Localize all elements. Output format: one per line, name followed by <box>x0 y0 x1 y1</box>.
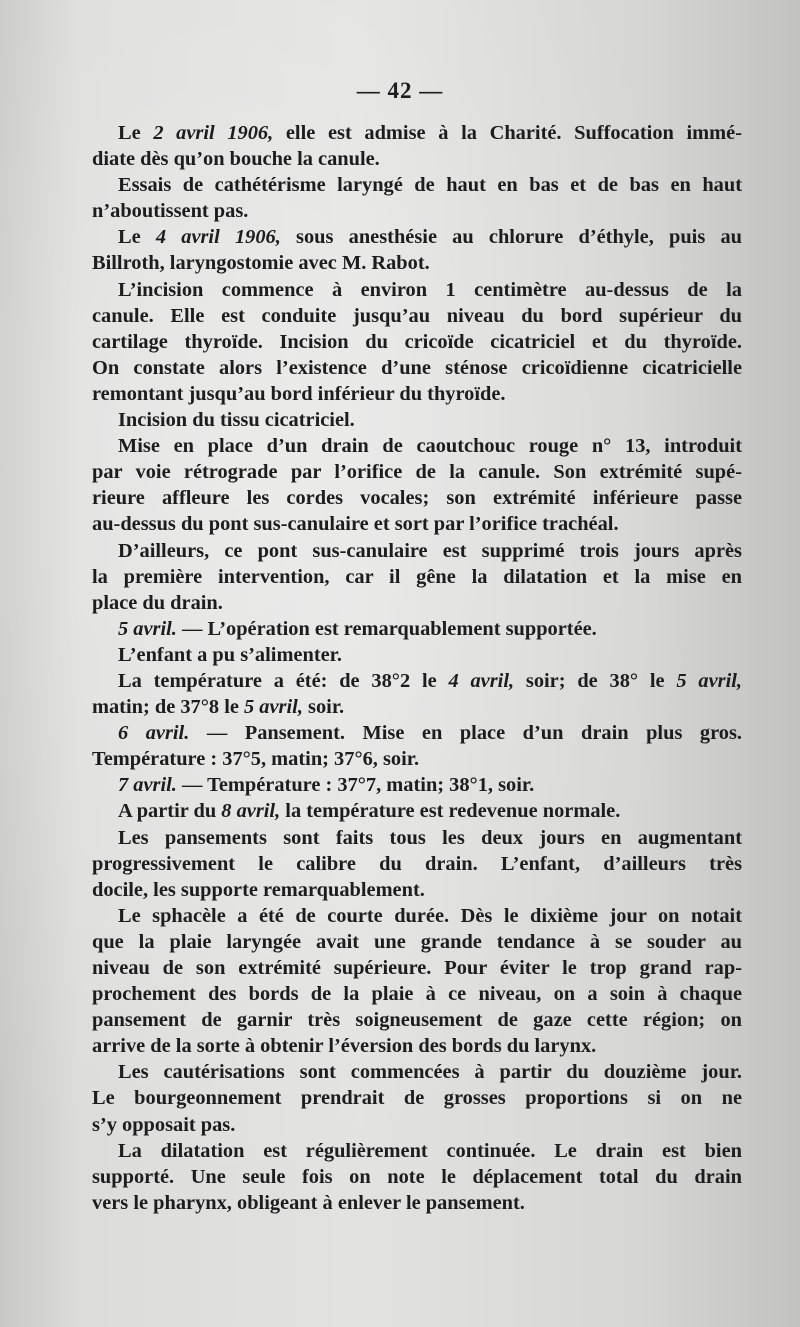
text-segment: Essais de cathétérisme laryngé de haut en bas et de bas en haut <box>118 174 742 197</box>
text-line <box>92 1033 742 1059</box>
text-segment: Incision du tissu cicatriciel. <box>118 409 355 432</box>
text-segment: On constate alors l’existence d’une sténose cricoïdienne cicatricielle <box>92 356 742 379</box>
text-segment: soir. <box>302 696 345 719</box>
text-segment: prochement des bords de la plaie à ce niveau, on a soin à chaque <box>92 983 742 1006</box>
text-line <box>92 459 742 485</box>
text-segment: la première intervention, car il gêne la dilatation et la mise en <box>92 565 742 588</box>
text-segment: n’aboutissent pas. <box>92 200 249 223</box>
body-text <box>92 120 742 1216</box>
text-segment: rieure affleure les cordes vocales; son extrémité inférieure passe <box>92 487 742 510</box>
text-segment: — L’opération est remarquablement supportée. <box>176 617 597 640</box>
text-segment: arrive de la sorte à obtenir l’éversion des bords du larynx. <box>92 1035 597 1058</box>
text-segment: pansement de garnir très soigneusement de gaze cette région; on <box>92 1009 742 1032</box>
text-segment: elle est admise à la Charité. Suffocation immé- <box>273 122 742 144</box>
text-line <box>92 303 742 329</box>
text-segment: progressivement le calibre du drain. L’enfant, d’ailleurs très <box>92 852 742 875</box>
text-segment: Température : 37°5, matin; 37°6, soir. <box>92 748 420 771</box>
text-segment: remontant jusqu’au bord inférieur du thyroïde. <box>92 382 506 405</box>
text-line <box>92 511 742 537</box>
text-line <box>92 277 742 303</box>
text-line <box>92 485 742 511</box>
text-line <box>92 877 742 903</box>
text-line <box>92 120 742 146</box>
text-line <box>92 198 742 224</box>
text-segment: par voie rétrograde par l’orifice de la canule. Son extrémité supé- <box>92 461 742 484</box>
text-line <box>92 720 742 746</box>
text-line <box>92 250 742 276</box>
italic-date: 2 avril 1906, <box>153 122 274 144</box>
italic-date: 6 avril. <box>118 722 190 745</box>
text-segment: docile, les supporte remarquablement. <box>92 878 425 901</box>
text-line <box>92 1059 742 1085</box>
text-line <box>92 668 742 694</box>
text-segment: Les cautérisations sont commencées à partir du douzième jour. <box>118 1061 742 1084</box>
text-segment: Le <box>118 226 156 249</box>
text-line <box>92 407 742 433</box>
text-segment: cartilage thyroïde. Incision du cricoïde cicatriciel et du thyroïde. <box>92 330 742 353</box>
italic-date: 5 avril, <box>244 696 303 719</box>
text-line <box>92 1138 742 1164</box>
text-segment: supporté. Une seule fois on note le déplacement total du drain <box>92 1165 742 1188</box>
text-segment: A partir du <box>118 800 222 823</box>
text-line <box>92 146 742 172</box>
text-line <box>92 1190 742 1216</box>
text-segment: soir; de 38° le <box>514 669 677 692</box>
text-segment: diate dès qu’on bouche la canule. <box>92 148 380 171</box>
text-line <box>92 746 742 772</box>
text-line <box>92 616 742 642</box>
italic-date: 8 avril, <box>221 800 281 823</box>
text-line <box>92 694 742 720</box>
text-segment: L’enfant a pu s’alimenter. <box>118 643 342 666</box>
text-segment: Le sphacèle a été de courte durée. Dès le dixième jour on notait <box>118 904 742 927</box>
text-line <box>92 1007 742 1033</box>
text-segment: La température a été: de 38°2 le <box>118 669 449 692</box>
text-segment: Billroth, laryngostomie avec M. Rabot. <box>92 252 430 275</box>
text-segment: Le <box>118 122 154 144</box>
page-number: — 42 — <box>356 78 444 103</box>
text-segment: sous anesthésie au chlorure d’éthyle, puis au <box>280 226 743 249</box>
text-line <box>92 955 742 981</box>
text-line <box>92 538 742 564</box>
text-line <box>92 433 742 459</box>
text-segment: vers le pharynx, obligeant à enlever le pansement. <box>92 1191 525 1214</box>
text-line <box>92 851 742 877</box>
text-segment: La dilatation est régulièrement continuée. Le drain est bien <box>118 1139 742 1162</box>
italic-date: 4 avril 1906, <box>155 226 281 249</box>
text-segment: que la plaie laryngée avait une grande tendance à se souder au <box>92 930 742 953</box>
text-line <box>92 798 742 824</box>
text-segment: niveau de son extrémité supérieure. Pour éviter le trop grand rap- <box>92 957 742 979</box>
text-segment: L’incision commence à environ 1 centimètre au-dessus de la <box>118 278 742 301</box>
italic-date: 5 avril. <box>118 617 177 640</box>
text-segment: — Température : 37°7, matin; 38°1, soir. <box>176 774 535 797</box>
italic-date: 4 avril, <box>448 669 515 692</box>
text-line <box>92 1085 742 1111</box>
text-line <box>92 981 742 1007</box>
italic-date: 5 avril, <box>676 669 742 692</box>
text-segment: canule. Elle est conduite jusqu’au niveau du bord supérieur du <box>92 304 742 327</box>
text-segment: s’y opposait pas. <box>92 1113 236 1136</box>
text-line <box>92 825 742 851</box>
text-line <box>92 929 742 955</box>
text-line <box>92 772 742 798</box>
text-line <box>92 903 742 929</box>
text-line <box>92 564 742 590</box>
text-line <box>92 381 742 407</box>
text-segment: D’ailleurs, ce pont sus-canulaire est supprimé trois jours après <box>118 539 742 562</box>
italic-date: 7 avril. <box>118 774 177 797</box>
text-line <box>92 329 742 355</box>
text-line <box>92 355 742 381</box>
text-line <box>92 590 742 616</box>
text-segment: Mise en place d’un drain de caoutchouc rouge n° 13, introduit <box>118 435 742 458</box>
text-segment: au-dessus du pont sus-canulaire et sort par l’orifice trachéal. <box>92 513 619 536</box>
text-line <box>92 642 742 668</box>
text-segment: la température est redevenue normale. <box>280 800 621 823</box>
text-line <box>92 172 742 198</box>
text-line <box>92 1164 742 1190</box>
text-segment: — Pansement. Mise en place d’un drain plus gros. <box>189 722 742 745</box>
text-segment: Le bourgeonnement prendrait de grosses proportions si on ne <box>92 1087 742 1110</box>
text-segment: place du drain. <box>92 591 223 614</box>
text-line <box>92 1112 742 1138</box>
text-segment: matin; de 37°8 le <box>92 696 245 719</box>
text-segment: Les pansements sont faits tous les deux jours en augmentant <box>118 826 742 849</box>
text-line <box>92 224 742 250</box>
